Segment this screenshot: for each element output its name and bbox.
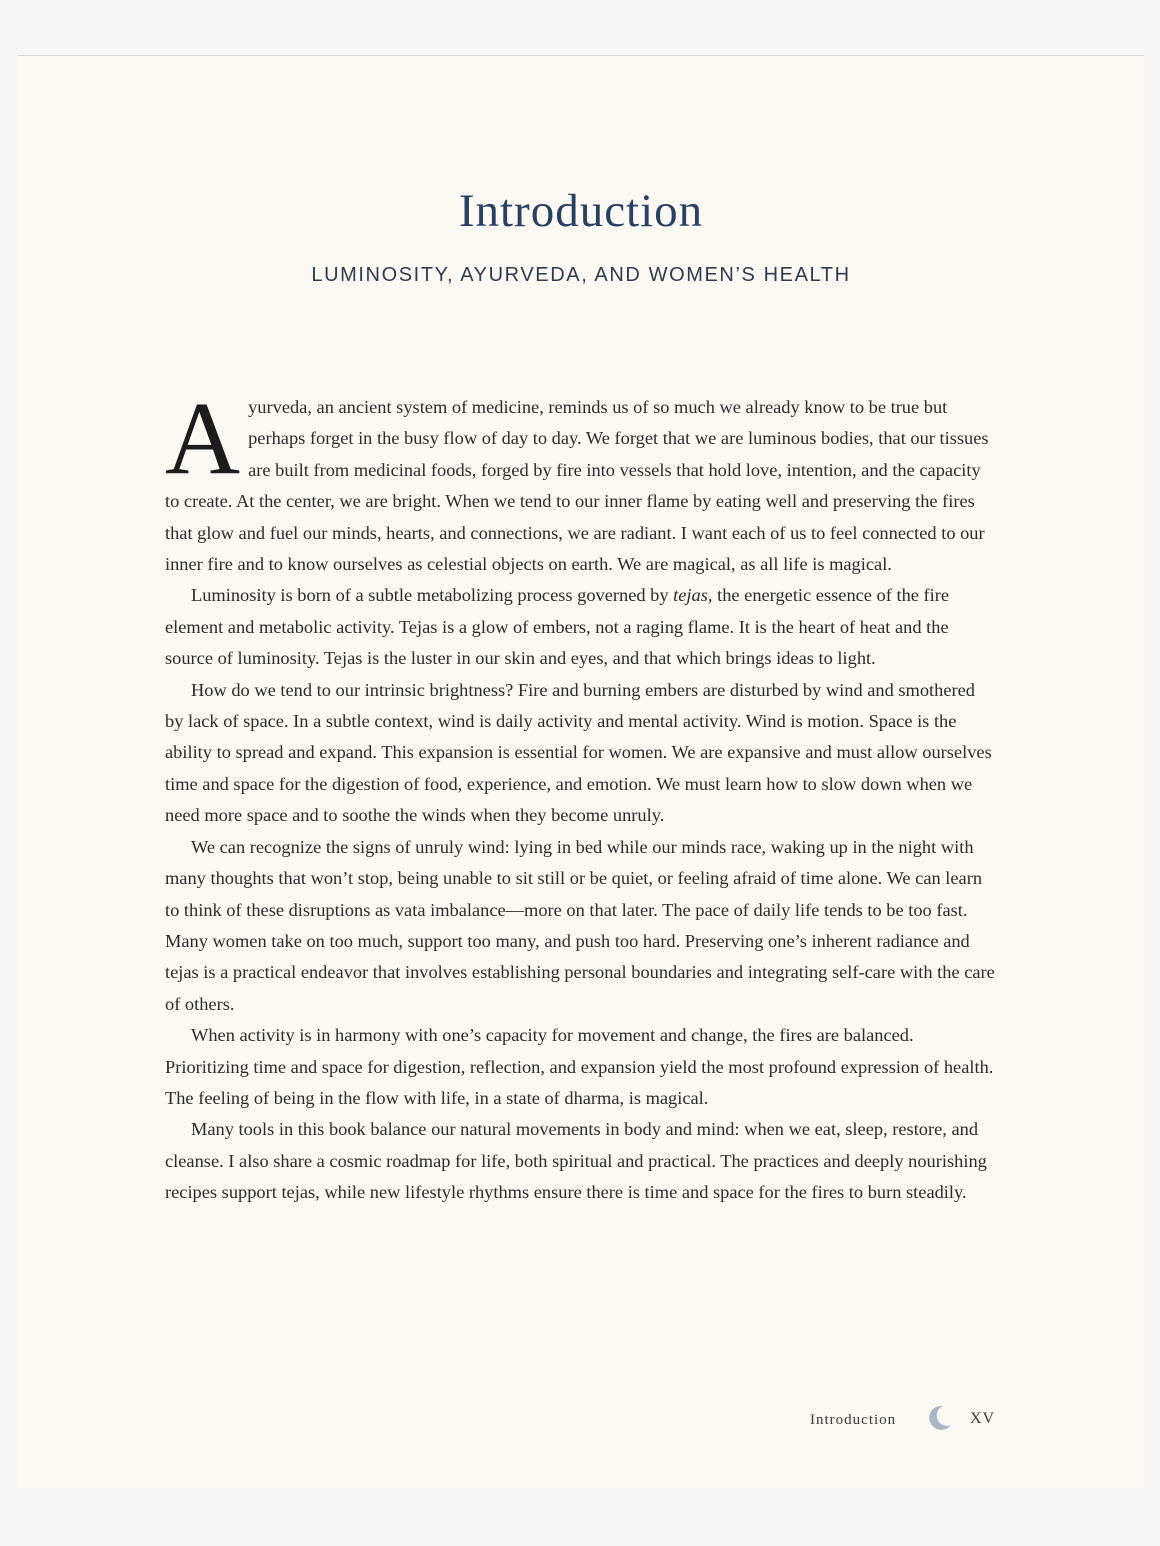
paragraph-2-text-end: , the energetic essence of the fire element and metabolic activity. Tejas is a glow of embers, not a raging flame. It is the heart of heat and the source of luminosity. Tejas is the luster in our skin and eyes, and that which brings ideas to light.	[165, 585, 950, 669]
book-page	[18, 56, 1144, 1488]
paragraph-2-text-start: Luminosity is born of a subtle metabolizing process governed by	[191, 585, 674, 606]
paragraph-1-text: yurveda, an ancient system of medicine, reminds us of so much we already know to be true but perhaps forget in the busy flow of day to day. We forget that we are luminous bodies, that our tissues are built from medicinal foods, forged by fire into vessels that hold love, intention, and the capacity to create. At the center, we are bright. When we tend to our inner flame by eating well and preserving the fires that glow and fuel our minds, hearts, and connections, we are radiant. I want each of us to feel connected to our inner fire and to know ourselves as celestial objects on earth. We are magical, as all life is magical.	[165, 397, 989, 575]
chapter-title: Introduction	[458, 185, 704, 237]
paragraph-1	[165, 381, 997, 580]
chapter-body	[165, 381, 997, 1209]
chapter-subtitle: LUMINOSITY, AYURVEDA, AND WOMEN’S HEALTH	[311, 264, 851, 286]
italic-term-tejas: tejas	[673, 585, 708, 606]
running-footer-title: Introduction	[810, 1412, 897, 1428]
crescent-moon-icon	[924, 1403, 954, 1433]
paragraph-5: When activity is in harmony with one’s capacity for movement and change, the fires are balanced. Prioritizing time and space for digestion, reflection, and expansion yield the most profound expression of health. The feeling of being in the flow with life, in a state of dharma, is magical.	[165, 1025, 994, 1108]
page-number: XV	[970, 1410, 996, 1427]
paragraph-3: How do we tend to our intrinsic brightness? Fire and burning embers are disturbed by wind and smothered by lack of space. In a subtle context, wind is daily activity and mental activity. Wind is motion. Space is the ability to spread and expand. This expansion is essential for women. We are expansive and must allow ourselves time and space for the digestion of food, experience, and emotion. We must learn how to slow down when we need more space and to soothe the winds when they become unruly.	[165, 679, 992, 826]
paragraph-6: Many tools in this book balance our natural movements in body and mind: when we eat, sleep, restore, and cleanse. I also share a cosmic roadmap for life, both spiritual and practical. The practices and deeply nourishing recipes support tejas, while new lifestyle rhythms ensure there is time and space for the fires to burn steadily.	[165, 1119, 987, 1203]
drop-cap: A	[165, 381, 241, 496]
paragraph-4: We can recognize the signs of unruly wind: lying in bed while our minds race, waking up in the night with many thoughts that won’t stop, being unable to sit still or be quiet, or feeling afraid of time alone. We can learn to think of these disruptions as vata imbalance—more on that later. The pace of daily life tends to be too fast. Many women take on too much, support too many, and push too hard. Preserving one’s inherent radiance and tejas is a practical endeavor that involves establishing personal boundaries and integrating self-care with the care of others.	[165, 836, 995, 1014]
paragraph-2	[165, 580, 997, 674]
